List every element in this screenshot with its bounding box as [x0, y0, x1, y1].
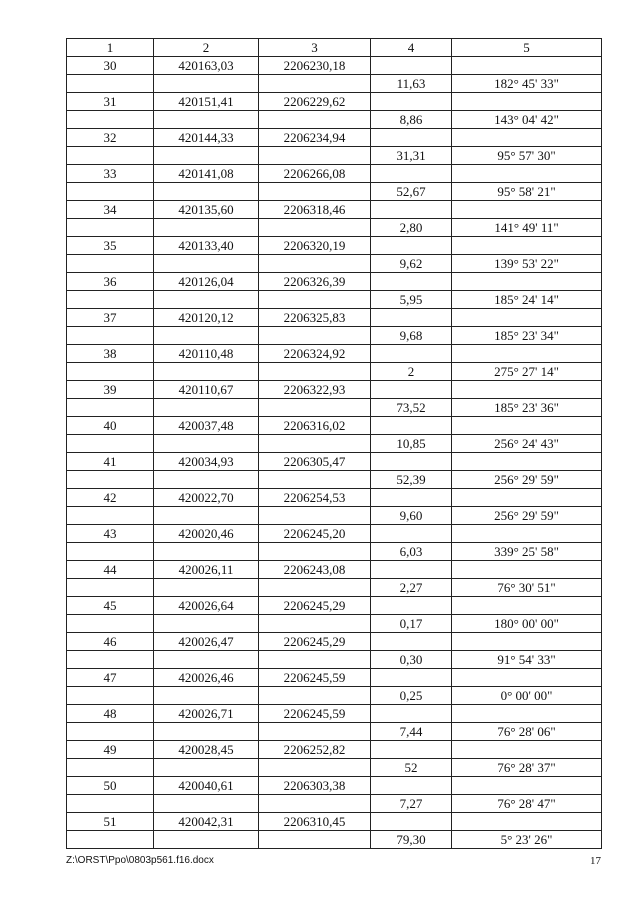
table-cell: [154, 183, 259, 201]
table-row: [67, 687, 602, 705]
table-cell: [259, 723, 371, 741]
table-cell: 91° 54' 33": [452, 651, 602, 669]
table-cell: 185° 23' 36": [452, 399, 602, 417]
table-cell: [371, 381, 452, 399]
table-cell: [67, 723, 154, 741]
table-cell: 39: [67, 381, 154, 399]
table-cell: [371, 777, 452, 795]
table-cell: [259, 615, 371, 633]
table-cell: 31: [67, 93, 154, 111]
column-header: 3: [259, 39, 371, 57]
table-cell: [452, 93, 602, 111]
table-cell: [154, 795, 259, 813]
table-cell: 52: [371, 759, 452, 777]
table-row: [67, 669, 602, 687]
table-cell: 79,30: [371, 831, 452, 849]
table-cell: 2206252,82: [259, 741, 371, 759]
table-row: [67, 345, 602, 363]
table-cell: [154, 327, 259, 345]
table-cell: [452, 669, 602, 687]
table-cell: [154, 579, 259, 597]
table-cell: 0,17: [371, 615, 452, 633]
table-cell: 420042,31: [154, 813, 259, 831]
table-row: [67, 309, 602, 327]
table-row: [67, 489, 602, 507]
table-cell: 420126,04: [154, 273, 259, 291]
table-row: [67, 507, 602, 525]
table-cell: 31,31: [371, 147, 452, 165]
column-header: 4: [371, 39, 452, 57]
table-cell: 76° 28' 37": [452, 759, 602, 777]
table-cell: 420026,46: [154, 669, 259, 687]
table-cell: [154, 147, 259, 165]
table-cell: 141° 49' 11": [452, 219, 602, 237]
table-cell: 2,27: [371, 579, 452, 597]
table-cell: 420163,03: [154, 57, 259, 75]
table-cell: 52,39: [371, 471, 452, 489]
table-cell: [154, 255, 259, 273]
table-cell: [452, 561, 602, 579]
table-cell: [371, 345, 452, 363]
table-cell: [154, 687, 259, 705]
table-cell: 182° 45' 33": [452, 75, 602, 93]
table-row: [67, 633, 602, 651]
table-row: [67, 759, 602, 777]
table-cell: 51: [67, 813, 154, 831]
table-cell: [154, 831, 259, 849]
table-row: [67, 201, 602, 219]
table-cell: 185° 24' 14": [452, 291, 602, 309]
table-cell: [259, 75, 371, 93]
table-cell: 180° 00' 00": [452, 615, 602, 633]
table-row: [67, 219, 602, 237]
table-row: [67, 795, 602, 813]
table-cell: [371, 417, 452, 435]
column-header: 5: [452, 39, 602, 57]
table-cell: [371, 309, 452, 327]
table-cell: [452, 345, 602, 363]
table-cell: 420026,64: [154, 597, 259, 615]
table-row: [67, 561, 602, 579]
table-cell: [371, 57, 452, 75]
table-cell: 38: [67, 345, 154, 363]
table-cell: [67, 327, 154, 345]
table-cell: 0° 00' 00": [452, 687, 602, 705]
table-row: [67, 417, 602, 435]
table-cell: 420120,12: [154, 309, 259, 327]
table-cell: 2206325,83: [259, 309, 371, 327]
table-cell: 2206243,08: [259, 561, 371, 579]
table-row: [67, 399, 602, 417]
page-footer: [66, 855, 601, 869]
table-cell: 2206245,59: [259, 669, 371, 687]
table-cell: [67, 363, 154, 381]
table-cell: 2206245,29: [259, 597, 371, 615]
table-cell: [154, 399, 259, 417]
table-cell: 76° 30' 51": [452, 579, 602, 597]
table-cell: 95° 58' 21": [452, 183, 602, 201]
table-row: [67, 255, 602, 273]
table-cell: [259, 543, 371, 561]
table-cell: [371, 597, 452, 615]
table-cell: 9,68: [371, 327, 452, 345]
table-row: [67, 273, 602, 291]
table-cell: [452, 777, 602, 795]
table-cell: 420020,46: [154, 525, 259, 543]
table-cell: 420135,60: [154, 201, 259, 219]
table-cell: 10,85: [371, 435, 452, 453]
table-cell: 185° 23' 34": [452, 327, 602, 345]
table-cell: [259, 651, 371, 669]
table-row: [67, 705, 602, 723]
table-cell: [259, 291, 371, 309]
table-row: [67, 111, 602, 129]
table-cell: 0,25: [371, 687, 452, 705]
table-cell: [452, 813, 602, 831]
table-cell: 2206303,38: [259, 777, 371, 795]
table-cell: [154, 363, 259, 381]
table-cell: 2206310,45: [259, 813, 371, 831]
table-cell: [371, 705, 452, 723]
table-cell: [67, 111, 154, 129]
table-cell: [67, 651, 154, 669]
table-cell: [259, 183, 371, 201]
table-cell: [371, 273, 452, 291]
table-cell: 2,80: [371, 219, 452, 237]
table-cell: 35: [67, 237, 154, 255]
table-cell: [259, 255, 371, 273]
table-cell: [452, 201, 602, 219]
table-cell: 11,63: [371, 75, 452, 93]
table-row: [67, 723, 602, 741]
table-cell: [452, 705, 602, 723]
table-cell: 2206234,94: [259, 129, 371, 147]
table-cell: 256° 29' 59": [452, 507, 602, 525]
table-cell: 73,52: [371, 399, 452, 417]
table-cell: 5,95: [371, 291, 452, 309]
table-cell: 5° 23' 26": [452, 831, 602, 849]
table-cell: [452, 489, 602, 507]
table-cell: [452, 597, 602, 615]
table-cell: [67, 831, 154, 849]
table-cell: [259, 147, 371, 165]
table-cell: [67, 615, 154, 633]
table-cell: 9,60: [371, 507, 452, 525]
table-cell: [371, 669, 452, 687]
table-cell: 420133,40: [154, 237, 259, 255]
table-cell: [259, 399, 371, 417]
table-cell: 2206254,53: [259, 489, 371, 507]
table-cell: 420141,08: [154, 165, 259, 183]
table-cell: [452, 129, 602, 147]
table-cell: [67, 759, 154, 777]
table-cell: 32: [67, 129, 154, 147]
table-row: [67, 525, 602, 543]
table-row: [67, 831, 602, 849]
table-row: [67, 237, 602, 255]
table-cell: 6,03: [371, 543, 452, 561]
table-cell: [67, 795, 154, 813]
table-cell: 2206230,18: [259, 57, 371, 75]
table-cell: 7,27: [371, 795, 452, 813]
table-cell: 41: [67, 453, 154, 471]
table-cell: 44: [67, 561, 154, 579]
table-cell: 420040,61: [154, 777, 259, 795]
table-cell: 2206318,46: [259, 201, 371, 219]
table-cell: [371, 741, 452, 759]
table-cell: 420026,71: [154, 705, 259, 723]
table-cell: [67, 255, 154, 273]
table-cell: [452, 165, 602, 183]
table-cell: 420026,47: [154, 633, 259, 651]
file-path: Z:\ORST\Ppo\0803p561.f16.docx: [66, 855, 214, 866]
header-row: [67, 39, 602, 57]
table-cell: [371, 93, 452, 111]
table-cell: [259, 111, 371, 129]
table-cell: [154, 219, 259, 237]
table-cell: [67, 219, 154, 237]
table-cell: 2206245,20: [259, 525, 371, 543]
table-cell: 33: [67, 165, 154, 183]
table-row: [67, 471, 602, 489]
table-row: [67, 543, 602, 561]
table-cell: 420110,48: [154, 345, 259, 363]
table-cell: [259, 435, 371, 453]
table-row: [67, 453, 602, 471]
table-cell: [154, 543, 259, 561]
table-cell: [259, 831, 371, 849]
table-cell: [259, 795, 371, 813]
table-row: [67, 435, 602, 453]
table-cell: [154, 615, 259, 633]
table-cell: 256° 29' 59": [452, 471, 602, 489]
table-cell: 2206305,47: [259, 453, 371, 471]
table-cell: 42: [67, 489, 154, 507]
table-cell: 420026,11: [154, 561, 259, 579]
column-header: 1: [67, 39, 154, 57]
table-cell: 139° 53' 22": [452, 255, 602, 273]
table-row: [67, 291, 602, 309]
table-cell: 52,67: [371, 183, 452, 201]
table-row: [67, 75, 602, 93]
table-row: [67, 165, 602, 183]
table-cell: 36: [67, 273, 154, 291]
table-cell: 34: [67, 201, 154, 219]
table-cell: [452, 417, 602, 435]
table-cell: 43: [67, 525, 154, 543]
table-cell: [154, 471, 259, 489]
table-cell: 50: [67, 777, 154, 795]
table-cell: [154, 75, 259, 93]
table-row: [67, 327, 602, 345]
table-cell: [371, 237, 452, 255]
table-cell: 46: [67, 633, 154, 651]
table-cell: 8,86: [371, 111, 452, 129]
table-cell: 339° 25' 58": [452, 543, 602, 561]
table-row: [67, 363, 602, 381]
table-cell: [67, 579, 154, 597]
table-cell: [154, 291, 259, 309]
table-cell: 76° 28' 06": [452, 723, 602, 741]
table-cell: [452, 57, 602, 75]
table-cell: [154, 111, 259, 129]
table-cell: [371, 813, 452, 831]
table-cell: 420028,45: [154, 741, 259, 759]
table-cell: [154, 723, 259, 741]
table-row: [67, 147, 602, 165]
table-cell: [154, 651, 259, 669]
page-number: 17: [590, 855, 601, 867]
table-cell: [67, 543, 154, 561]
table-cell: [259, 363, 371, 381]
table-row: [67, 813, 602, 831]
table-cell: 420022,70: [154, 489, 259, 507]
table-row: [67, 777, 602, 795]
table-cell: 2206326,39: [259, 273, 371, 291]
table-cell: 0,30: [371, 651, 452, 669]
table-cell: 45: [67, 597, 154, 615]
table-cell: [371, 165, 452, 183]
table-cell: 76° 28' 47": [452, 795, 602, 813]
table-cell: [67, 435, 154, 453]
table-cell: 420110,67: [154, 381, 259, 399]
table-cell: [452, 381, 602, 399]
table-cell: [371, 453, 452, 471]
table-cell: 2206229,62: [259, 93, 371, 111]
table-cell: [371, 633, 452, 651]
table-cell: 2206316,02: [259, 417, 371, 435]
table-cell: [452, 741, 602, 759]
table-cell: [452, 453, 602, 471]
table-row: [67, 741, 602, 759]
table-cell: 420144,33: [154, 129, 259, 147]
table-cell: [452, 525, 602, 543]
table-cell: [259, 327, 371, 345]
column-header: 2: [154, 39, 259, 57]
table-row: [67, 129, 602, 147]
table-cell: 2206322,93: [259, 381, 371, 399]
table-cell: [452, 237, 602, 255]
table-cell: [259, 507, 371, 525]
table-cell: 275° 27' 14": [452, 363, 602, 381]
table-header: [67, 39, 602, 57]
table-cell: 2206266,08: [259, 165, 371, 183]
table-cell: [67, 291, 154, 309]
table-row: [67, 93, 602, 111]
table-cell: [67, 507, 154, 525]
table-cell: [154, 507, 259, 525]
table-cell: 256° 24' 43": [452, 435, 602, 453]
table-cell: 420034,93: [154, 453, 259, 471]
table-cell: 49: [67, 741, 154, 759]
table-cell: 47: [67, 669, 154, 687]
table-cell: 143° 04' 42": [452, 111, 602, 129]
table-cell: 37: [67, 309, 154, 327]
table-cell: [452, 633, 602, 651]
table-row: [67, 579, 602, 597]
table-cell: 420151,41: [154, 93, 259, 111]
table-row: [67, 381, 602, 399]
table-cell: [67, 687, 154, 705]
table-cell: 9,62: [371, 255, 452, 273]
table-cell: [371, 129, 452, 147]
table-body: [67, 57, 602, 849]
table-row: [67, 183, 602, 201]
table-cell: 2206320,19: [259, 237, 371, 255]
table-row: [67, 597, 602, 615]
table-cell: [67, 183, 154, 201]
table-cell: [259, 759, 371, 777]
table-cell: [67, 471, 154, 489]
table-cell: [259, 579, 371, 597]
table-cell: [371, 489, 452, 507]
table-row: [67, 57, 602, 75]
table-row: [67, 615, 602, 633]
table-cell: 2206245,29: [259, 633, 371, 651]
table-cell: 2206324,92: [259, 345, 371, 363]
table-cell: 30: [67, 57, 154, 75]
coordinates-table: [66, 38, 602, 849]
table-cell: [154, 435, 259, 453]
table-cell: 95° 57' 30": [452, 147, 602, 165]
table-cell: 420037,48: [154, 417, 259, 435]
table-cell: [371, 201, 452, 219]
table-cell: 2206245,59: [259, 705, 371, 723]
table-cell: [259, 687, 371, 705]
table-cell: [259, 471, 371, 489]
table-cell: 40: [67, 417, 154, 435]
table-cell: 48: [67, 705, 154, 723]
table-cell: 2: [371, 363, 452, 381]
table-cell: [67, 399, 154, 417]
table-cell: [452, 309, 602, 327]
table-row: [67, 651, 602, 669]
table-cell: [67, 75, 154, 93]
table-cell: [371, 561, 452, 579]
table-cell: [67, 147, 154, 165]
table-cell: 7,44: [371, 723, 452, 741]
table-cell: [259, 219, 371, 237]
table-cell: [154, 759, 259, 777]
table-cell: [452, 273, 602, 291]
table-cell: [371, 525, 452, 543]
